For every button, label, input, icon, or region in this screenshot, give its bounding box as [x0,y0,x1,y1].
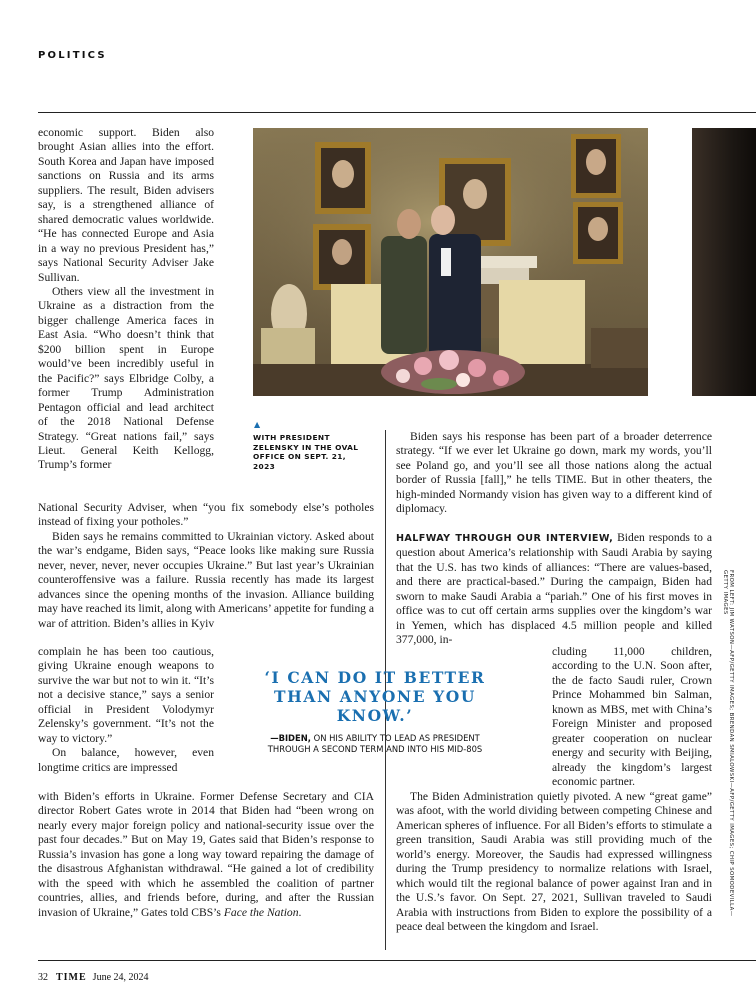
paragraph: with Biden’s efforts in Ukraine. Former Defense Secretary and CIA director Robert Gates wrote in 2014 that Biden had “been wrong on nearly every major foreign policy and national-security issue over the past four decades.” But on May 19, Gates said that Biden’s response to Russia’s invasion has gone a long way toward repairing the damage of the disastrous Afghanistan withdrawal. “He gained a lot of credibility with the speed with which he assembled the coalition of partner countries, allies, and friends before, during, and after the Russian invasion of Ukraine,” Gates told CBS’s Face the Nation. [38,790,374,919]
page-number: 32 [38,972,48,983]
caption-arrow-icon: ▲ [254,420,261,429]
paragraph: Biden says his response has been part of a broader deterrence strategy. “If we ever let Ukraine go down, mark my words, you’ll see Poland go, and you’ll see all those nations along the actual border of Russia [fall],” he tells TIME. But in other theaters, the high-minded Normandy vision has given way to a different kind of diplomacy. [396,430,712,516]
paragraph: The Biden Administration quietly pivoted. A new “great game” was afoot, with the world dividing between competing Chinese and American spheres of influence. For all Biden’s efforts to stimulate a green transition, Saudi Arabia was still providing much of the world’s energy. Moreover, the Saudis had expressed willingness during the Trump presidency to normalize relations with Israel, which would tilt the regional balance of power against Iran and in the U.S.’s favor. On Sept. 27, 2021, Sullivan traveled to Saudi Arabia with instructions from Biden to explore the possibility of a peace deal between the kingdom and Israel. [396,790,712,934]
right-column-top [396,430,712,517]
left-column-top [38,126,214,473]
paragraph: On balance, however, even longtime critics are impressed [38,746,214,774]
paragraph: HALFWAY THROUGH OUR INTERVIEW, Biden responds to a question about America’s relationship with Saudi Arabia by saying that the U.S. has two kinds of alliances: “There are values-based, and there are practical-based.” During the campaign, Biden had sworn to make Saudi Arabia a “pariah.” One of his first moves in office was to cut off certain arms supplies over the kingdom’s war in Yemen, which has displaced 4.5 million people and killed 377,000, in- [396,531,712,647]
run-in-heading: HALFWAY THROUGH OUR INTERVIEW, [396,533,614,544]
photo-credit: FROM LEFT: JIM WATSON—AFP/GETTY IMAGES; BRENDAN SMIALOWSKI—AFP/GETTY IMAGES; CHIP SOMODEVILLA—GETTY IMAGES [722,570,734,917]
magazine-name: TIME [56,972,87,983]
paragraph: cluding 11,000 children, according to the U.N. Soon after, the de facto Saudi ruler, Crown Prince Mohammed bin Salman, known as MBS, met with China’s Foreign Minister and proposed greater cooperation on nuclear energy and security with Beijing, already the kingdom’s largest economic partner. [552,645,712,789]
issue-date: June 24, 2024 [92,972,149,983]
right-column-middle [396,531,712,648]
pull-quote-text: ‘I CAN DO IT BETTER THAN ANYONE YOU KNOW.’ [264,668,486,725]
show-title: Face the Nation [223,905,299,919]
paragraph: economic support. Biden also brought Asian allies into the effort. South Korea and Japan have imposed sanctions on Russia and its arms suppliers. The result, Biden advisers say, is a strengthened alliance of shared democratic values worldwide. “He has connected Europe and Asia in a way no previous President has,” says National Security Adviser Jake Sullivan. [38,126,214,284]
paragraph: Biden says he remains committed to Ukrainian victory. Asked about the war’s endgame, Biden says, “Peace looks like making sure Russia never, never, never, never occupies Ukraine.” But last year’s Ukrainian counteroffensive was a failure. Russia recently has made its largest advances since the opening months of the invasion. Alliance building may have reached its limit, along with Americans’ appetite for funding a war of attrition. Biden’s allies in Kyiv [38,529,374,630]
second-photo-edge [692,128,756,396]
pull-quote-attribution: —BIDEN, ON HIS ABILITY TO LEAD AS PRESIDENT THROUGH A SECOND TERM AND INTO HIS MID-80S [267,733,483,754]
top-rule [38,112,756,113]
pull-quote [262,668,488,755]
paragraph: complain he has been too cautious, giving Ukraine enough weapons to survive the war but not to win it. “It’s not a decisive stance,” says a senior official in President Volodymyr Zelensky’s government. “It’s not the way to victory.” [38,645,214,745]
photo-caption: WITH PRESIDENT ZELENSKY IN THE OVAL OFFICE ON SEPT. 21, 2023 [253,433,359,471]
left-column-narrow [38,645,214,775]
section-label: POLITICS [38,50,107,61]
bottom-rule [38,960,756,961]
right-column-bottom [396,790,712,935]
paragraph: National Security Adviser, when “you fix somebody else’s potholes instead of fixing your potholes.” [38,501,374,529]
page-footer [38,972,149,983]
left-column-wide [38,501,374,631]
paragraph: Others view all the investment in Ukraine as a distraction from the bigger challenge America faces in East Asia. “Who doesn’t think that $200 billion spent in Europe would’ve been incredibly useful in the Pacific?” says Elbridge Colby, a former Trump Administration Pentagon official and lead architect of the 2018 National Defense Strategy. “Great nations fail,” says Lieut. General Keith Kellogg, Trump’s former [38,284,214,472]
left-column-bottom [38,790,374,920]
right-column-narrow [552,645,712,790]
oval-office-photo [253,128,648,396]
